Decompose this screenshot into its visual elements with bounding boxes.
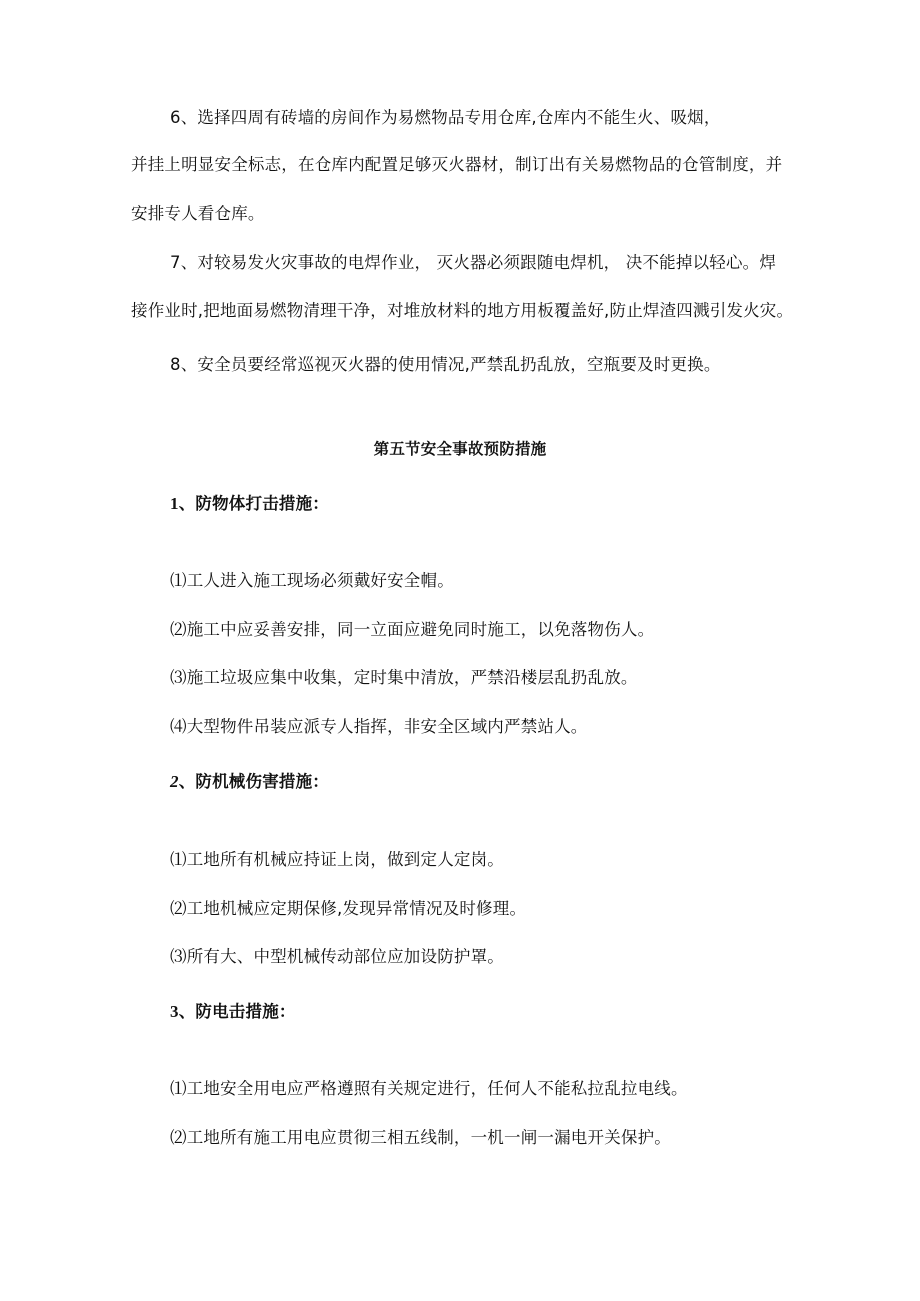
subsection-title: 、防机械伤害措施： [178, 772, 330, 791]
section-title: 第五节安全事故预防措施 [373, 440, 547, 458]
paragraph-line: 6、选择四周有砖墙的房间作为易燃物品专用仓库,仓库内不能生火、吸烟， [170, 108, 721, 127]
subsection-heading [170, 1001, 296, 1023]
subsection-heading [170, 493, 329, 515]
paragraph-line: 安排专人看仓库。 [131, 204, 265, 223]
subsection-title: 、防电击措施： [178, 1002, 296, 1021]
list-item: ⑴工地安全用电应严格遵照有关规定进行，任何人不能私拉乱拉电线。 [170, 1079, 688, 1098]
subsection-number: 1 [170, 494, 179, 513]
list-item: ⑷大型物件吊装应派专人指挥，非安全区域内严禁站人。 [170, 717, 588, 736]
list-item: ⑵施工中应妥善安排，同一立面应避免同时施工，以免落物伤人。 [170, 620, 655, 639]
list-item: ⑶施工垃圾应集中收集，定时集中清放，严禁沿楼层乱扔乱放。 [170, 668, 638, 687]
paragraph-line: 接作业时,把地面易燃物清理干净，对堆放材料的地方用板覆盖好,防止焊渣四溅引发火灾。 [131, 301, 794, 320]
paragraph-line: 并挂上明显安全标志，在仓库内配置足够灭火器材，制订出有关易燃物品的仓管制度，并 [131, 155, 783, 174]
subsection-number: 3 [170, 1002, 179, 1021]
subsection-number: 2 [170, 772, 179, 791]
list-item: ⑴工地所有机械应持证上岗，做到定人定岗。 [170, 850, 504, 869]
subsection-title: 、防物体打击措施： [178, 494, 330, 513]
paragraph-line: 7、对较易发火灾事故的电焊作业， 灭火器必须跟随电焊机， 决不能掉以轻心。焊 [170, 253, 777, 272]
subsection-heading [170, 771, 329, 793]
list-item: ⑶所有大、中型机械传动部位应加设防护罩。 [170, 947, 504, 966]
list-item: ⑴工人进入施工现场必须戴好安全帽。 [170, 571, 454, 590]
paragraph-line: 8、安全员要经常巡视灭火器的使用情况,严禁乱扔乱放，空瓶要及时更换。 [170, 355, 721, 374]
list-item: ⑵工地所有施工用电应贯彻三相五线制，一机一闸一漏电开关保护。 [170, 1128, 671, 1147]
list-item: ⑵工地机械应定期保修,发现异常情况及时修理。 [170, 899, 527, 918]
